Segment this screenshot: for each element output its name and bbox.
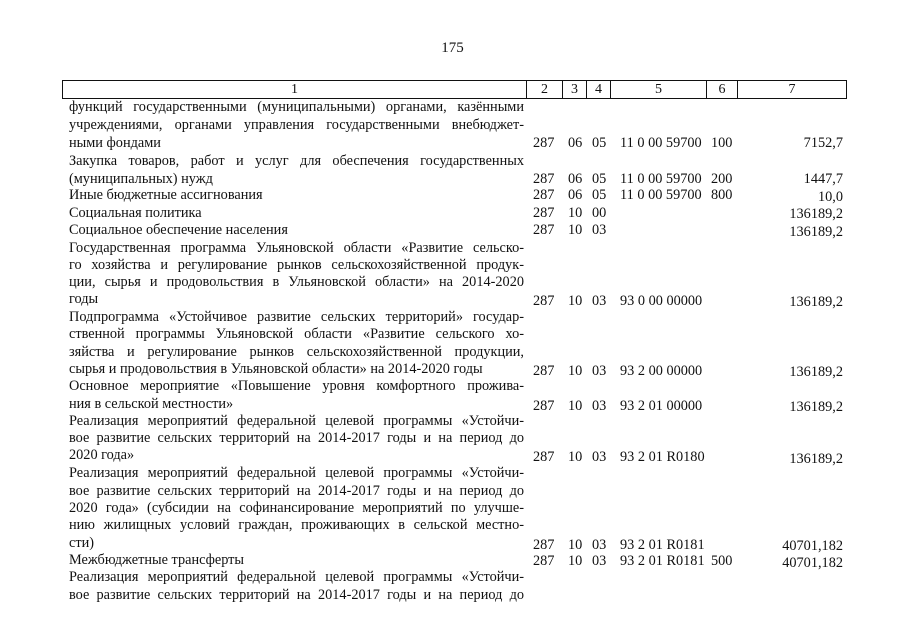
text-line: вое развитие сельских территорий на 2014-2017 годы и на период до [69, 483, 524, 499]
cell-col-4: 03 [592, 293, 607, 309]
header-col-2: 2 [527, 80, 563, 99]
text-line: нию жилищных условий граждан, проживающих в сельской местно- [69, 517, 524, 533]
page-number: 175 [441, 40, 464, 56]
text-line: сти) [69, 535, 95, 551]
text-line: функций государственными (муниципальными) органами, казёнными [69, 99, 524, 115]
cell-col-3: 06 [568, 187, 583, 203]
cell-col-4: 05 [592, 187, 607, 203]
text-line: Государственная программа Ульяновской области «Развитие сельско- [69, 240, 524, 256]
cell-col-5: 93 2 01 R0181 [620, 537, 705, 553]
cell-col-5: 11 0 00 59700 [620, 171, 702, 187]
text-line: Реализация мероприятий федеральной целевой программы «Устойчи- [69, 465, 524, 481]
cell-col-2: 287 [533, 187, 555, 203]
cell-col-7: 10,0 [817, 189, 843, 205]
cell-col-2: 287 [533, 222, 555, 238]
cell-col-3: 06 [568, 171, 583, 187]
cell-col-7: 136189,2 [789, 451, 843, 467]
text-line: годы [69, 291, 99, 307]
cell-col-4: 03 [592, 222, 607, 238]
header-col-6: 6 [707, 80, 738, 99]
cell-col-6: 800 [711, 187, 733, 203]
cell-col-7: 136189,2 [789, 399, 843, 415]
cell-col-4: 03 [592, 553, 607, 569]
cell-col-2: 287 [533, 135, 555, 151]
cell-col-2: 287 [533, 293, 555, 309]
cell-col-5: 11 0 00 59700 [620, 135, 702, 151]
cell-col-2: 287 [533, 363, 555, 379]
cell-col-7: 1447,7 [803, 171, 843, 187]
text-line: Подпрограмма «Устойчивое развитие сельских территорий» государ- [69, 309, 524, 325]
cell-col-2: 287 [533, 171, 555, 187]
cell-col-4: 03 [592, 398, 607, 414]
text-line: ственной программы Ульяновской области «Развитие сельского хо- [69, 326, 524, 342]
cell-col-3: 10 [568, 293, 583, 309]
cell-col-5: 93 2 01 R0180 [620, 449, 705, 465]
text-line: Реализация мероприятий федеральной целевой программы «Устойчи- [69, 413, 524, 429]
cell-col-6: 500 [711, 553, 733, 569]
cell-col-2: 287 [533, 205, 555, 221]
text-line: 2020 года» (субсидии на софинансирование мероприятий по улучше- [69, 500, 524, 516]
cell-col-4: 03 [592, 537, 607, 553]
cell-col-2: 287 [533, 553, 555, 569]
text-line: Иные бюджетные ассигнования [69, 187, 263, 203]
cell-col-7: 136189,2 [789, 224, 843, 240]
cell-col-4: 05 [592, 135, 607, 151]
cell-col-6: 200 [711, 171, 733, 187]
cell-col-5: 93 2 00 00000 [620, 363, 703, 379]
text-line: Основное мероприятие «Повышение уровня комфортного прожива- [69, 378, 524, 394]
text-line: ния в сельской местности» [69, 396, 234, 412]
header-col-1: 1 [62, 80, 527, 99]
cell-col-6: 100 [711, 135, 733, 151]
text-line: 2020 года» [69, 447, 135, 463]
cell-col-7: 40701,182 [782, 555, 843, 571]
cell-col-5: 11 0 00 59700 [620, 187, 702, 203]
cell-col-4: 05 [592, 171, 607, 187]
cell-col-5: 93 2 01 00000 [620, 398, 703, 414]
text-line: учреждениями, органами управления государственными внебюджет- [69, 117, 524, 133]
cell-col-3: 10 [568, 205, 583, 221]
header-col-3: 3 [563, 80, 587, 99]
cell-col-3: 10 [568, 537, 583, 553]
cell-col-3: 10 [568, 398, 583, 414]
text-line: го хозяйства и регулирование рынков сельскохозяйственной продук- [69, 257, 524, 273]
cell-col-3: 06 [568, 135, 583, 151]
cell-col-3: 10 [568, 553, 583, 569]
cell-col-3: 10 [568, 449, 583, 465]
text-line: Реализация мероприятий федеральной целевой программы «Устойчи- [69, 569, 524, 585]
text-line: вое развитие сельских территорий на 2014-2017 годы и на период до [69, 430, 524, 446]
cell-col-7: 136189,2 [789, 294, 843, 310]
header-col-7: 7 [738, 80, 847, 99]
text-line: сырья и продовольствия в Ульяновской области» на 2014-2020 годы [69, 361, 483, 377]
header-col-4: 4 [587, 80, 611, 99]
cell-col-2: 287 [533, 398, 555, 414]
cell-col-7: 136189,2 [789, 206, 843, 222]
cell-col-4: 03 [592, 449, 607, 465]
cell-col-5: 93 0 00 00000 [620, 293, 703, 309]
text-line: вое развитие сельских территорий на 2014-2017 годы и на период до [69, 587, 524, 603]
text-line: Социальная политика [69, 205, 202, 221]
cell-col-7: 136189,2 [789, 364, 843, 380]
cell-col-2: 287 [533, 449, 555, 465]
text-line: зяйства и регулирование рынков сельскохозяйственной продукции, [69, 344, 524, 360]
cell-col-7: 7152,7 [803, 135, 843, 151]
cell-col-2: 287 [533, 537, 555, 553]
text-line: Закупка товаров, работ и услуг для обеспечения государственных [69, 153, 524, 169]
text-line: Межбюджетные трансферты [69, 552, 245, 568]
cell-col-5: 93 2 01 R0181 [620, 553, 705, 569]
cell-col-3: 10 [568, 363, 583, 379]
text-line: (муниципальных) нужд [69, 171, 213, 187]
header-col-5: 5 [611, 80, 707, 99]
cell-col-4: 03 [592, 363, 607, 379]
text-line: ции, сырья и продовольствия в Ульяновской области» на 2014-2020 [69, 274, 524, 290]
text-line: Социальное обеспечение населения [69, 222, 288, 238]
cell-col-4: 00 [592, 205, 607, 221]
cell-col-3: 10 [568, 222, 583, 238]
text-line: ными фондами [69, 135, 161, 151]
cell-col-7: 40701,182 [782, 538, 843, 554]
